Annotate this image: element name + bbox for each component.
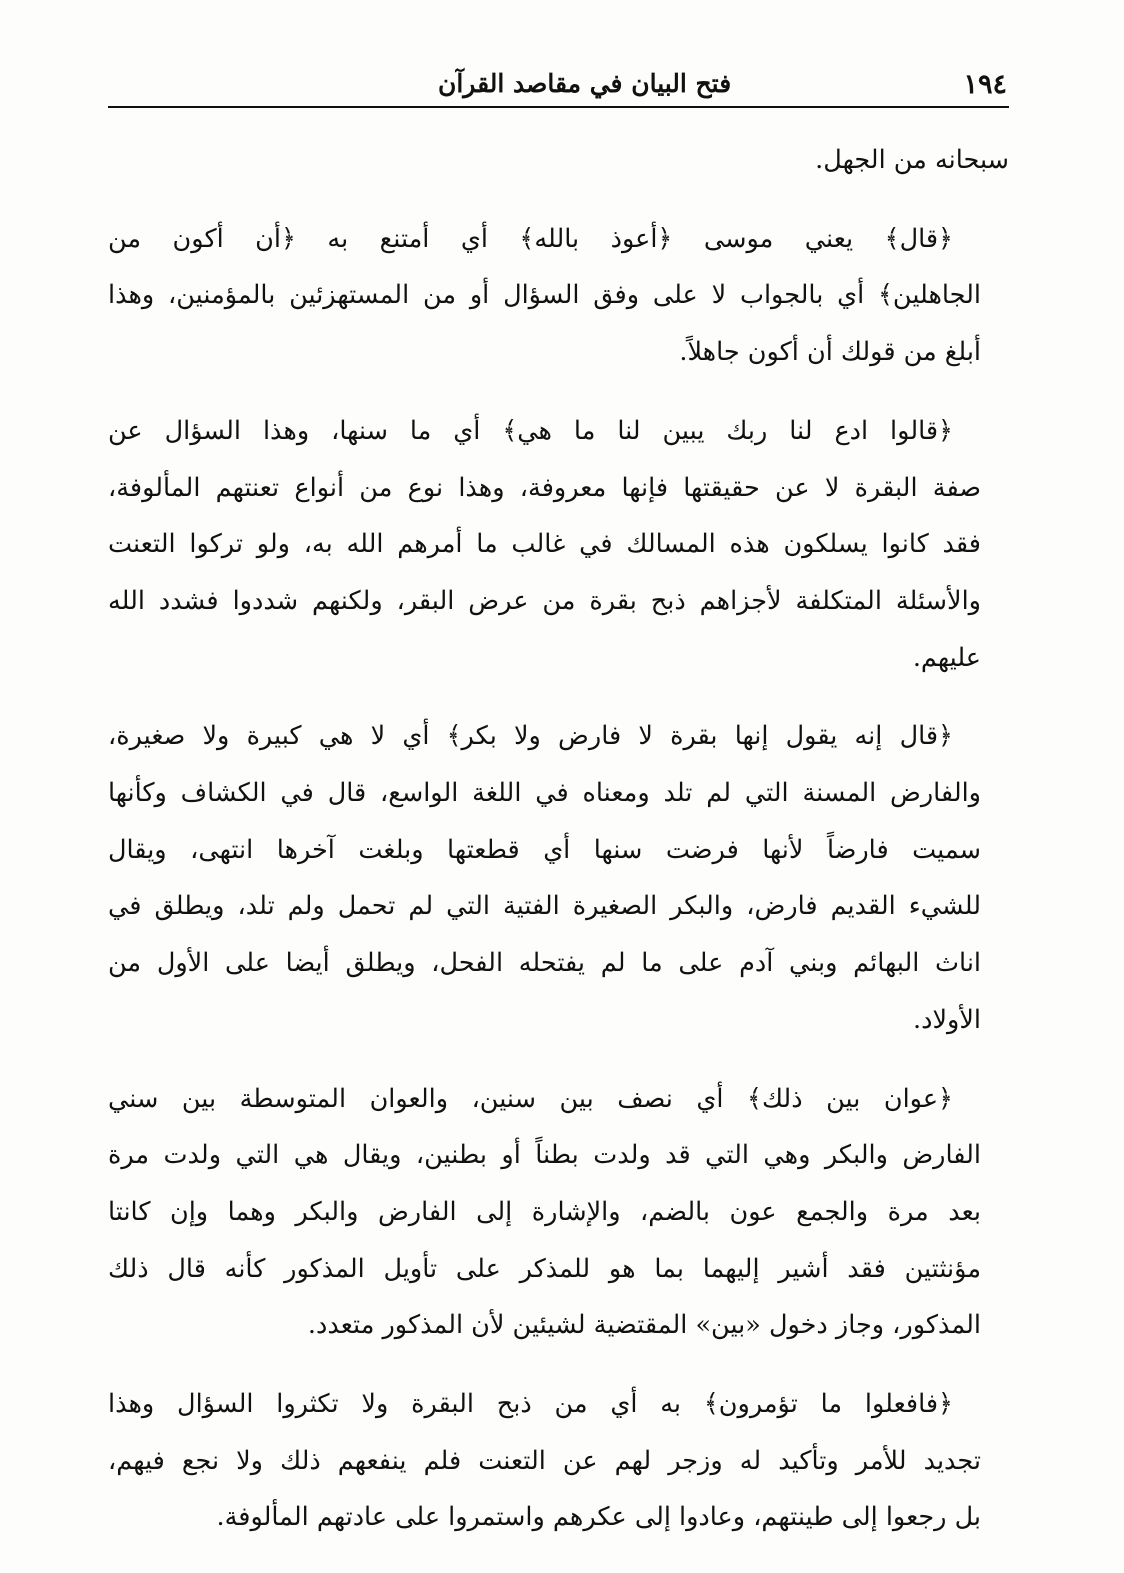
text-line: ﴿قالوا ادع لنا ربك يبين لنا ما هي﴾ أي ما سنها، وهذا السؤال عن: [108, 415, 953, 446]
paragraph-6: [108, 1376, 1009, 1546]
text-line: الجاهلين﴾ أي بالجواب لا على وفق السؤال أو من المستهزئين بالمؤمنين، وهذا: [108, 280, 981, 311]
text-line: ﴿فافعلوا ما تؤمرون﴾ به أي من ذبح البقرة ولا تكثروا السؤال وهذا: [108, 1389, 953, 1420]
text-line: ﴿قال إنه يقول إنها بقرة لا فارض ولا بكر﴾ أي لا هي كبيرة ولا صغيرة،: [108, 721, 953, 752]
paragraph-1: [108, 132, 1009, 189]
text-line: ﴿قال﴾ يعني موسى ﴿أعوذ بالله﴾ أي أمتنع به ﴿أن أكون من: [108, 223, 953, 254]
page-body: [108, 132, 1009, 1568]
paragraph-5: [108, 1071, 1009, 1355]
paragraph-3: [108, 403, 1009, 687]
text-line: أبلغ من قولك أن أكون جاهلاً.: [679, 337, 981, 368]
text-line: الفارض والبكر وهي التي قد ولدت بطناً أو بطنين، ويقال هي التي ولدت مرة: [108, 1140, 981, 1171]
text-line: المذكور، وجاز دخول «بين» المقتضية لشيئين لأن المذكور متعدد.: [307, 1310, 981, 1341]
text-line: سميت فارضاً لأنها فرضت سنها أي قطعتها وبلغت آخرها انتهى، ويقال: [108, 834, 981, 865]
text-line: سبحانه من الجهل.: [815, 145, 1009, 175]
text-line: مؤنثتين فقد أشير إليهما بما هو للمذكر على تأويل المذكور كأنه قال ذلك: [108, 1253, 981, 1284]
page-header: [108, 58, 1009, 108]
text-line: والأسئلة المتكلفة لأجزاهم ذبح بقرة من عرض البقر، ولكنهم شددوا فشدد الله: [108, 585, 981, 616]
page-number: ١٩٤: [963, 69, 1007, 100]
text-line: عليهم.: [912, 642, 981, 673]
text-line: الأولاد.: [913, 1004, 981, 1035]
text-line: صفة البقرة لا عن حقيقتها فإنها معروفة، وهذا نوع من أنواع تعنتهم المألوفة،: [108, 472, 981, 503]
running-title: فتح البيان في مقاصد القرآن: [438, 69, 732, 98]
text-line: للشيء القديم فارض، والبكر الصغيرة الفتية التي لم تحمل ولم تلد، ويطلق في: [108, 891, 981, 922]
text-line: اناث البهائم وبني آدم على ما لم يفتحله الفحل، ويطلق أيضا على الأول من: [108, 948, 981, 979]
text-line: والفارض المسنة التي لم تلد ومعناه في اللغة الواسع، قال في الكشاف وكأنها: [108, 778, 981, 809]
text-line: تجديد للأمر وتأكيد له وزجر لهم عن التعنت فلم ينفعهم ذلك ولا نجع فيهم،: [108, 1445, 981, 1476]
paragraph-2: [108, 211, 1009, 381]
text-line: ﴿عوان بين ذلك﴾ أي نصف بين سنين، والعوان المتوسطة بين سني: [108, 1083, 953, 1114]
text-line: فقد كانوا يسلكون هذه المسالك في غالب ما أمرهم الله به، ولو تركوا التعنت: [108, 529, 981, 560]
paragraph-4: [108, 708, 1009, 1048]
text-line: بعد مرة والجمع عون بالضم، والإشارة إلى الفارض والبكر وهما وإن كانتا: [108, 1196, 981, 1227]
text-line: بل رجعوا إلى طينتهم، وعادوا إلى عكرهم واستمروا على عادتهم المألوفة.: [216, 1502, 981, 1533]
